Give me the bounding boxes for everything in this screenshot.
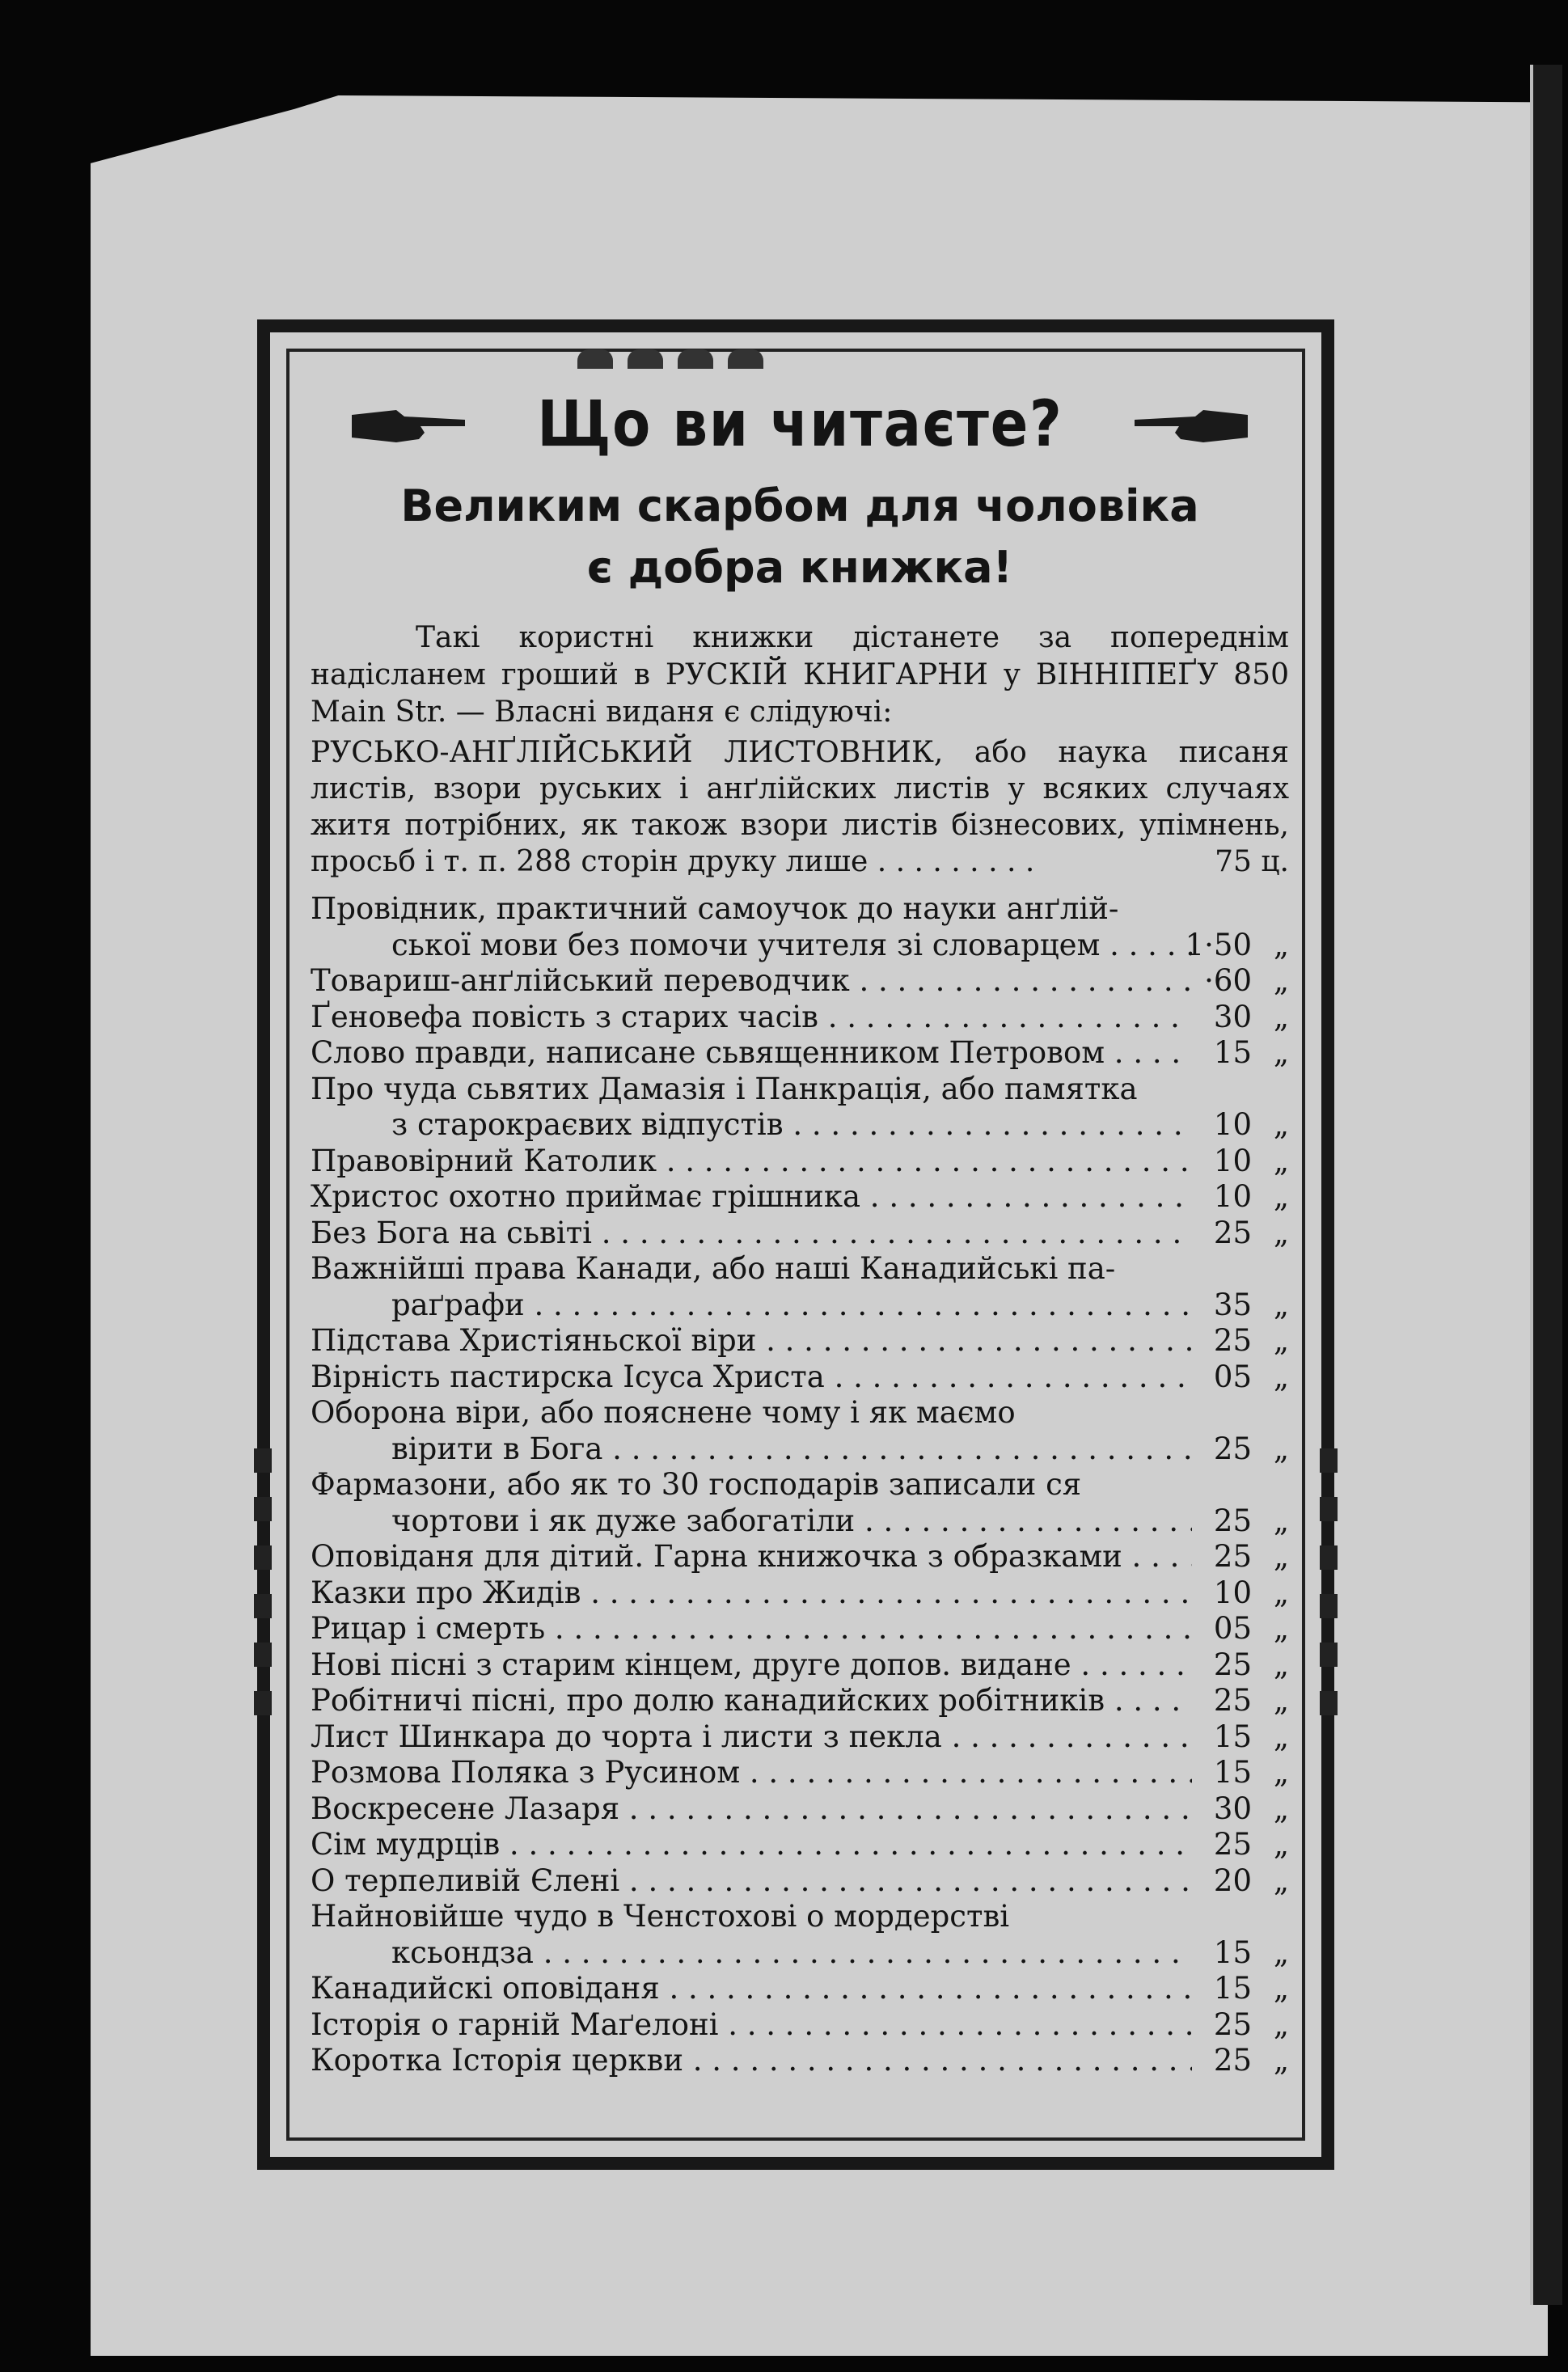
ditto-mark: „ <box>1273 1719 1289 1754</box>
ditto-mark: „ <box>1273 1107 1289 1142</box>
book-title: Канадийскі оповіданя . . . <box>311 1971 1192 2007</box>
list-item <box>311 2007 1289 2044</box>
list-item <box>311 1359 1289 1396</box>
featured-book <box>311 734 1289 880</box>
list-item <box>311 1179 1289 1216</box>
book-price: 25 <box>1213 1503 1252 1538</box>
book-price: 15 <box>1213 1755 1252 1790</box>
book-title: О терпеливій Єлені . . . <box>311 1863 1192 1900</box>
list-item <box>311 1719 1289 1756</box>
book-title: Про чуда сьвятих Дамазія і Панкрація, або памятка <box>311 1071 1138 1106</box>
book-price: 10 <box>1213 1179 1252 1214</box>
ditto-mark: „ <box>1273 999 1289 1034</box>
book-price: ·60 <box>1204 963 1252 998</box>
featured-book-text: РУСЬКО-АНҐЛІЙСЬКИЙ ЛИСТОВНИК, або наука писаня листів, взори руських і анґлійских листів у всяких случаях житя потрібних, як також взори листів бізнесових, упімнень, просьб і т. п. 288 сторін друку лише <box>311 736 1289 878</box>
book-price: 15 <box>1213 1934 1252 1970</box>
list-item <box>311 1827 1289 1863</box>
book-price: 25 <box>1213 1215 1252 1250</box>
book-title-continued: вірити в Бога . . . <box>311 1431 1192 1468</box>
book-title: Оповіданя для дітий. Гарна книжочка з образками . . . <box>311 1539 1192 1575</box>
book-price: 25 <box>1213 2043 1252 2078</box>
book-price: 10 <box>1213 1575 1252 1610</box>
subtitle-line-2: є добра книжка! <box>586 542 1013 593</box>
book-price: 25 <box>1213 1683 1252 1718</box>
ditto-mark: „ <box>1273 1791 1289 1826</box>
book-title: Христос охотно приймає грішника . . . <box>311 1179 1192 1216</box>
book-list <box>311 891 1289 2079</box>
ditto-mark: „ <box>1273 1179 1289 1214</box>
book-title: Рицар і смерть . . . <box>311 1611 1192 1647</box>
ditto-mark: „ <box>1273 1035 1289 1070</box>
list-item <box>311 1791 1289 1828</box>
list-item <box>311 1035 1289 1072</box>
list-item <box>311 2043 1289 2079</box>
book-title-continued: ської мови без помочи учителя зі словарцем . . . <box>311 928 1192 964</box>
list-item <box>311 1683 1289 1719</box>
list-item <box>311 1251 1289 1323</box>
list-item <box>311 1539 1289 1575</box>
book-title-continued: ксьондза . . . <box>311 1935 1192 1972</box>
ditto-mark: „ <box>1273 1647 1289 1682</box>
book-price: 1·50 <box>1185 927 1252 962</box>
ditto-mark: „ <box>1273 1611 1289 1646</box>
book-price: 25 <box>1213 1431 1252 1466</box>
book-title: Важнійші права Канади, або наші Канадийські па- <box>311 1251 1116 1286</box>
ditto-mark: „ <box>1273 1215 1289 1250</box>
subtitle-line-1: Великим скарбом для чоловіка <box>400 480 1199 531</box>
ditto-mark: „ <box>1273 927 1289 962</box>
intro-paragraph <box>311 619 1289 731</box>
ditto-mark: „ <box>1273 1323 1289 1358</box>
ditto-mark: „ <box>1273 1683 1289 1718</box>
list-item <box>311 1899 1289 1971</box>
book-title: Оборона віри, або пояснене чому і як маємо <box>311 1395 1016 1430</box>
featured-book-price: 75 ц. <box>1215 845 1289 878</box>
pointing-hand-left-icon <box>1131 400 1252 449</box>
book-title: Сім мудрців . . . <box>311 1827 1192 1863</box>
frame-right-ornament <box>1320 1448 1338 1715</box>
book-title: Воскресене Лазаря . . . <box>311 1791 1192 1828</box>
book-title: Казки про Жидів . . . <box>311 1575 1192 1612</box>
ad-subtitle <box>311 476 1289 598</box>
book-title: Лист Шинкара до чорта і листи з пекла . . . <box>311 1719 1192 1756</box>
pointing-hand-right-icon <box>348 400 469 449</box>
book-price: 10 <box>1213 1143 1252 1178</box>
title-row <box>311 380 1289 469</box>
list-item <box>311 891 1289 963</box>
list-item <box>311 1611 1289 1647</box>
book-title: Слово правди, написане сьвященником Петровом . . . <box>311 1035 1192 1072</box>
book-price: 05 <box>1213 1611 1252 1646</box>
ad-title: Що ви читаєте? <box>536 388 1063 461</box>
list-item <box>311 1647 1289 1684</box>
book-title: Робітничі пісні, про долю канадийских робітників . . . <box>311 1683 1192 1719</box>
list-item <box>311 1863 1289 1900</box>
ditto-mark: „ <box>1273 1539 1289 1574</box>
book-title: Розмова Поляка з Русином . . . <box>311 1755 1192 1791</box>
book-price: 15 <box>1213 1971 1252 2006</box>
book-title: Без Бога на сьвіті . . . <box>311 1216 1192 1252</box>
ditto-mark: „ <box>1273 1287 1289 1322</box>
featured-book-leader: . . . . . . . . . <box>877 845 1035 878</box>
list-item <box>311 1000 1289 1036</box>
book-title-continued: раґрафи . . . <box>311 1287 1192 1324</box>
ditto-mark: „ <box>1273 1503 1289 1538</box>
list-item <box>311 1755 1289 1791</box>
book-price: 35 <box>1213 1287 1252 1322</box>
book-price: 25 <box>1213 1539 1252 1574</box>
book-price: 05 <box>1213 1359 1252 1394</box>
ditto-mark: „ <box>1273 2043 1289 2078</box>
list-item <box>311 1971 1289 2007</box>
list-item <box>311 1575 1289 1612</box>
book-price: 15 <box>1213 1719 1252 1754</box>
list-item <box>311 1395 1289 1467</box>
book-price: 25 <box>1213 2006 1252 2042</box>
book-title: Історія о гарній Маґелоні . . . <box>311 2007 1192 2044</box>
book-title: Ґеновефа повість з старих часів . . . <box>311 1000 1192 1036</box>
book-title: Коротка Історія церкви . . . <box>311 2043 1192 2079</box>
list-item <box>311 1144 1289 1180</box>
book-price: 25 <box>1213 1827 1252 1862</box>
ditto-mark: „ <box>1273 1575 1289 1610</box>
frame-left-ornament <box>254 1448 272 1715</box>
list-item <box>311 1467 1289 1539</box>
book-price: 20 <box>1213 1863 1252 1898</box>
book-title-continued: з старокраєвих відпустів . . . <box>311 1107 1192 1144</box>
book-title: Товариш-анґлійський переводчик . . . <box>311 963 1192 1000</box>
book-title: Нові пісні з старим кінцем, друге допов. видане . . . <box>311 1647 1192 1684</box>
book-price: 15 <box>1213 1035 1252 1070</box>
book-price: 25 <box>1213 1647 1252 1682</box>
book-price: 25 <box>1213 1323 1252 1358</box>
ditto-mark: „ <box>1273 1934 1289 1970</box>
ditto-mark: „ <box>1273 1863 1289 1898</box>
book-price: 30 <box>1213 1791 1252 1826</box>
book-title: Фармазони, або як то 30 господарів записали ся <box>311 1467 1082 1502</box>
book-title: Підстава Христіяньскої віри . . . <box>311 1323 1192 1359</box>
list-item <box>311 963 1289 1000</box>
book-title: Найновійше чудо в Ченстохові о мордерстві <box>311 1899 1010 1934</box>
intro-text: Такі користні книжки дістанете за попереднім надісланем гроший в РУСКІЙ КНИГАРНИ у ВІННІПЕҐУ 850 Main Str. — Власні виданя є слідуючі: <box>311 621 1289 729</box>
book-price: 10 <box>1213 1107 1252 1142</box>
ditto-mark: „ <box>1273 1755 1289 1790</box>
advertisement-content <box>311 380 1289 2143</box>
list-item <box>311 1072 1289 1144</box>
list-item <box>311 1323 1289 1359</box>
book-title-continued: чортови і як дуже забогатіли . . . <box>311 1503 1192 1540</box>
ditto-mark: „ <box>1273 1431 1289 1466</box>
book-title: Правовірний Католик . . . <box>311 1144 1192 1180</box>
book-price: 30 <box>1213 999 1252 1034</box>
book-title: Провідник, практичний самоучок до науки анґлій- <box>311 891 1119 926</box>
ditto-mark: „ <box>1273 1359 1289 1394</box>
list-item <box>311 1216 1289 1252</box>
ditto-mark: „ <box>1273 1827 1289 1862</box>
ditto-mark: „ <box>1273 2006 1289 2042</box>
top-ornament <box>577 349 788 369</box>
ditto-mark: „ <box>1273 963 1289 998</box>
book-title: Вірність пастирска Ісуса Христа . . . <box>311 1359 1192 1396</box>
adjacent-page-edge <box>1530 65 1562 2305</box>
ditto-mark: „ <box>1273 1143 1289 1178</box>
ditto-mark: „ <box>1273 1971 1289 2006</box>
